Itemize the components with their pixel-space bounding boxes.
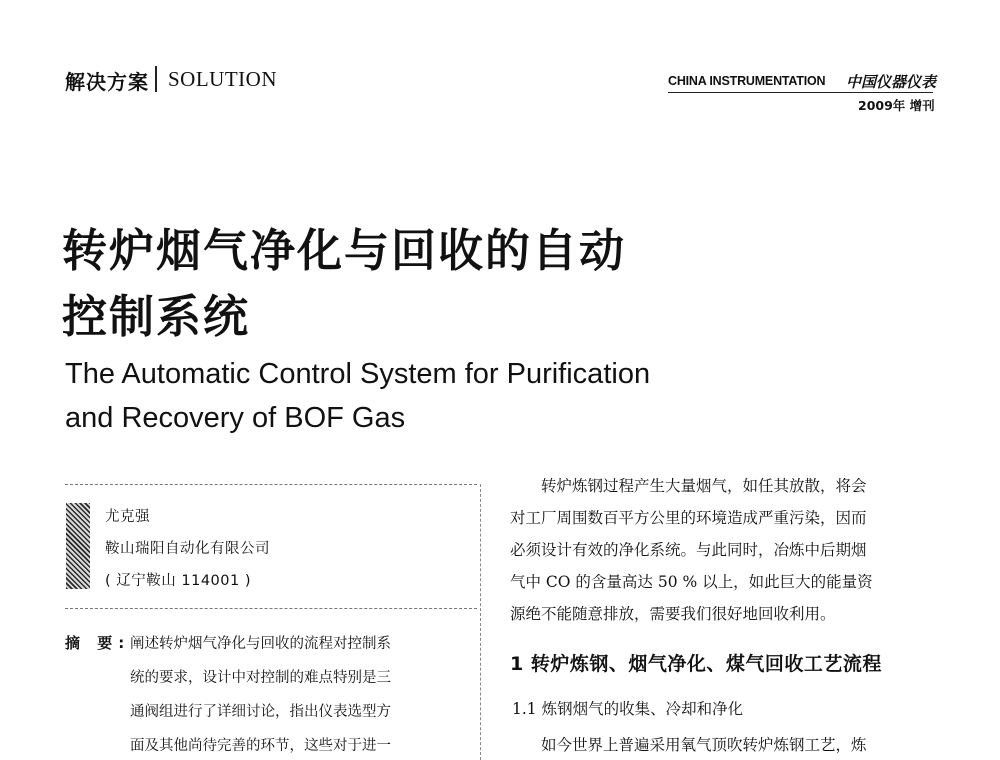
title-english-line-1: The Automatic Control System for Purification: [65, 358, 651, 390]
section-1-heading: 1 转炉炼钢、烟气净化、煤气回收工艺流程: [510, 653, 882, 675]
abstract-line-1: 阐述转炉烟气净化与回收的流程对控制系: [130, 636, 391, 652]
abstract-label: 摘 要:: [65, 634, 131, 652]
author-hatch-marker: [66, 503, 90, 589]
intro-paragraph: [510, 470, 938, 630]
author-address: ( 辽宁鞍山 114001 ): [105, 573, 251, 589]
issue-label: 2009年 增刊: [858, 98, 935, 113]
author-affiliation: 鞍山瑞阳自动化有限公司: [105, 541, 270, 557]
title-chinese: [62, 218, 626, 350]
abstract-line-4: 面及其他尚待完善的环节，这些对于进一: [130, 738, 391, 754]
section-divider: [155, 66, 157, 92]
author-box-top-rule: [65, 484, 477, 485]
abstract-line-3: 通阀组进行了详细讨论，指出仪表选型方: [130, 704, 391, 720]
title-chinese-line-1: 转炉烟气净化与回收的自动: [62, 224, 627, 277]
intro-line-1: 转炉炼钢过程产生大量烟气，如任其放散，将会: [541, 477, 867, 495]
title-chinese-line-2: 控制系统: [62, 290, 251, 343]
journal-name-english: CHINA INSTRUMENTATION: [668, 74, 826, 88]
intro-line-2: 对工厂周围数百平方公里的环境造成严重污染，因而: [510, 509, 867, 527]
intro-line-5: 源绝不能随意排放，需要我们很好地回收利用。: [510, 605, 836, 623]
section-label: 解决方案: [65, 70, 149, 94]
intro-line-3: 必须设计有效的净化系统。与此同时，冶炼中后期烟: [510, 541, 867, 559]
section-1-1-heading: 1.1 炼钢烟气的收集、冷却和净化: [512, 700, 744, 718]
title-english: [65, 352, 650, 440]
author-name: 尤克强: [105, 509, 150, 525]
column-divider: [480, 484, 481, 760]
section-label-english: SOLUTION: [168, 67, 277, 91]
header-rule: [668, 92, 933, 93]
abstract-line-2: 统的要求，设计中对控制的难点特别是三: [130, 670, 391, 686]
title-english-line-2: and Recovery of BOF Gas: [65, 402, 406, 434]
author-box-bottom-rule: [65, 608, 477, 609]
intro-line-4: 气中 CO 的含量高达 50 % 以上，如此巨大的能量资: [510, 573, 873, 591]
section-1-1-text: 如今世界上普遍采用氧气顶吹转炉炼钢工艺，炼: [541, 736, 867, 754]
journal-logo-chinese: 中国仪器仪表: [846, 73, 937, 91]
